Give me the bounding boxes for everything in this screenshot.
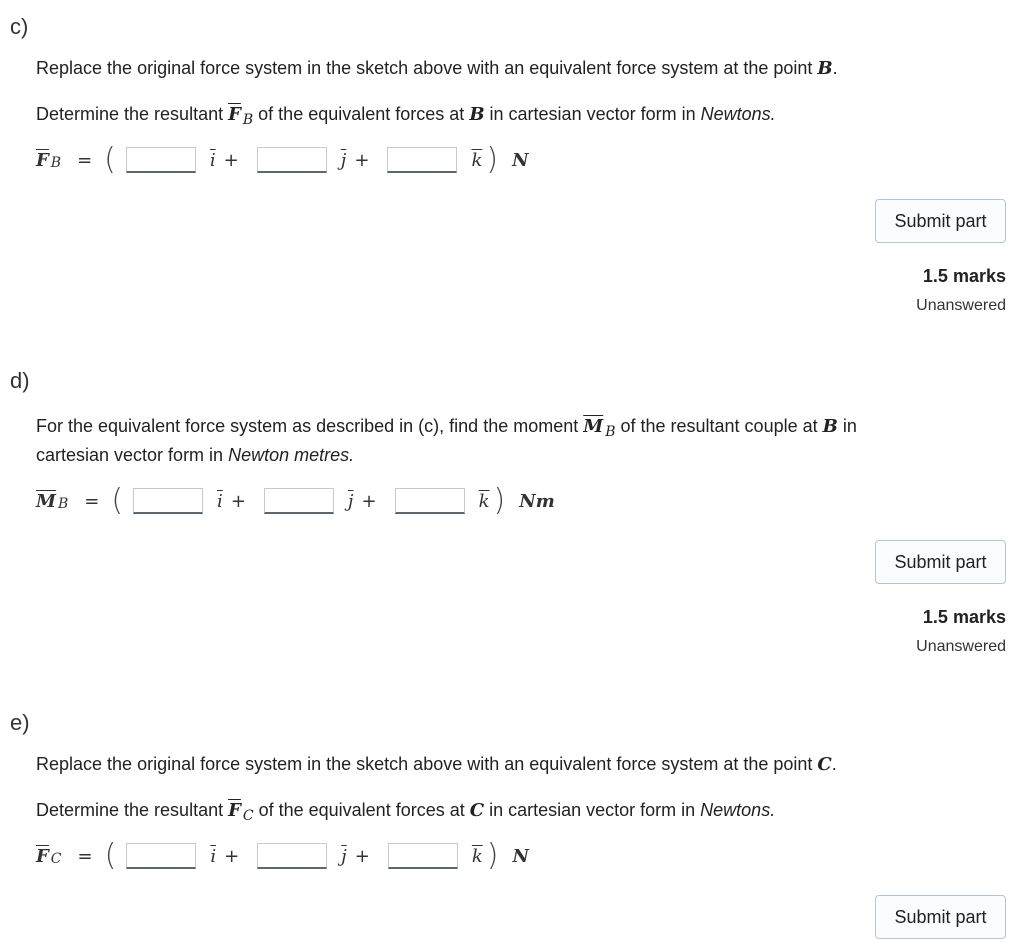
equals-sign: = bbox=[77, 149, 93, 171]
point-label: C bbox=[817, 754, 832, 775]
unit-label: N bbox=[512, 149, 529, 171]
vector-subscript: B bbox=[242, 112, 254, 128]
point-label: B bbox=[822, 416, 838, 437]
instruction-text-end: . bbox=[832, 58, 838, 78]
i-component-input[interactable] bbox=[133, 488, 203, 514]
i-unit-vector: $\overline{i}$ bbox=[210, 845, 217, 867]
point-label: B bbox=[817, 58, 833, 79]
instruction-text bbox=[36, 54, 838, 83]
close-paren: ) bbox=[486, 142, 499, 177]
k-unit-vector: $\overline{k}$ bbox=[471, 845, 483, 867]
j-component-input[interactable] bbox=[257, 147, 327, 173]
question-text-start: cartesian vector form in bbox=[36, 445, 229, 465]
k-component-input[interactable] bbox=[387, 147, 457, 173]
equals-sign: = bbox=[77, 845, 93, 867]
question-text-middle: in cartesian vector form in bbox=[484, 104, 701, 124]
instruction-text-end: . bbox=[831, 754, 837, 774]
units-text: Newtons. bbox=[700, 104, 776, 124]
plus-sign: + bbox=[354, 149, 370, 171]
answer-status: Unanswered bbox=[916, 638, 1006, 655]
question-text-middle: of the equivalent forces at bbox=[253, 800, 470, 820]
equation-subscript: B bbox=[50, 155, 62, 171]
answer-equation bbox=[36, 142, 529, 177]
units-text: Newtons. bbox=[700, 800, 776, 820]
instruction-text-start: Replace the original force system in the sketch above with an equivalent force system at the point bbox=[36, 754, 818, 774]
i-unit-vector: $\overline{i}$ bbox=[209, 149, 216, 171]
equals-sign: = bbox=[84, 490, 100, 512]
plus-sign: + bbox=[230, 490, 246, 512]
instruction-text-start: Replace the original force system in the sketch above with an equivalent force system at the point bbox=[36, 58, 818, 78]
point-label: B bbox=[469, 104, 485, 125]
submit-part-button[interactable]: Submit part bbox=[875, 199, 1006, 243]
j-component-input[interactable] bbox=[257, 843, 327, 869]
marks-label: 1.5 marks bbox=[922, 607, 1006, 627]
i-component-input[interactable] bbox=[126, 843, 196, 869]
open-paren: ( bbox=[104, 142, 116, 177]
k-component-input[interactable] bbox=[395, 488, 465, 514]
unit-label: N bbox=[512, 845, 529, 867]
plus-sign: + bbox=[224, 845, 240, 867]
question-text-middle: in cartesian vector form in bbox=[484, 800, 701, 820]
question-text-line2 bbox=[36, 441, 354, 470]
j-unit-vector: $\overline{j}$ bbox=[340, 149, 347, 171]
i-component-input[interactable] bbox=[126, 147, 196, 173]
equation-subscript: B bbox=[57, 496, 69, 512]
equation-subscript: C bbox=[50, 851, 62, 867]
question-text-end: in bbox=[837, 416, 857, 436]
j-unit-vector: $\overline{j}$ bbox=[341, 845, 347, 867]
answer-equation bbox=[36, 483, 555, 518]
answer-status: Unanswered bbox=[916, 297, 1006, 314]
vector-symbol: $\overline{F}$ bbox=[228, 800, 241, 821]
open-paren: ( bbox=[111, 483, 124, 518]
close-paren: ) bbox=[486, 838, 499, 873]
answer-equation bbox=[36, 838, 529, 873]
vector-subscript: C bbox=[242, 808, 254, 824]
plus-sign: + bbox=[354, 845, 370, 867]
instruction-text bbox=[36, 750, 837, 779]
submit-part-button[interactable]: Submit part bbox=[875, 895, 1006, 939]
plus-sign: + bbox=[223, 149, 239, 171]
k-unit-vector: $\overline{k}$ bbox=[478, 490, 490, 512]
open-paren: ( bbox=[104, 838, 117, 873]
close-paren: ) bbox=[493, 483, 506, 518]
question-text bbox=[36, 100, 776, 131]
equation-variable: $\overline{M}$ bbox=[36, 490, 56, 512]
i-unit-vector: $\overline{i}$ bbox=[217, 490, 223, 512]
question-text-start: For the equivalent force system as described in (c), find the moment bbox=[36, 416, 584, 436]
question-text-start: Determine the resultant bbox=[36, 104, 229, 124]
equation-variable: $\overline{F}$ bbox=[36, 845, 49, 867]
vector-subscript: B bbox=[605, 424, 616, 440]
marks-label: 1.5 marks bbox=[922, 266, 1006, 286]
question-text-start: Determine the resultant bbox=[36, 800, 229, 820]
question-text-middle: of the equivalent forces at bbox=[253, 104, 470, 124]
part-label: e) bbox=[10, 710, 30, 735]
vector-symbol: $\overline{F}$ bbox=[228, 104, 241, 125]
question-text-middle: of the resultant couple at bbox=[615, 416, 823, 436]
part-label: c) bbox=[10, 14, 29, 39]
units-text: Newton metres. bbox=[228, 445, 355, 465]
j-component-input[interactable] bbox=[264, 488, 334, 514]
k-unit-vector: $\overline{k}$ bbox=[471, 149, 483, 171]
unit-label: Nm bbox=[519, 490, 555, 512]
point-label: C bbox=[469, 800, 485, 821]
k-component-input[interactable] bbox=[388, 843, 458, 869]
submit-part-button[interactable]: Submit part bbox=[875, 540, 1006, 584]
question-text bbox=[36, 412, 857, 443]
j-unit-vector: $\overline{j}$ bbox=[347, 490, 354, 512]
plus-sign: + bbox=[361, 490, 377, 512]
vector-symbol: $\overline{M}$ bbox=[583, 416, 604, 437]
equation-variable: $\overline{F}$ bbox=[36, 149, 49, 171]
question-text bbox=[36, 796, 775, 827]
part-label: d) bbox=[10, 368, 30, 393]
